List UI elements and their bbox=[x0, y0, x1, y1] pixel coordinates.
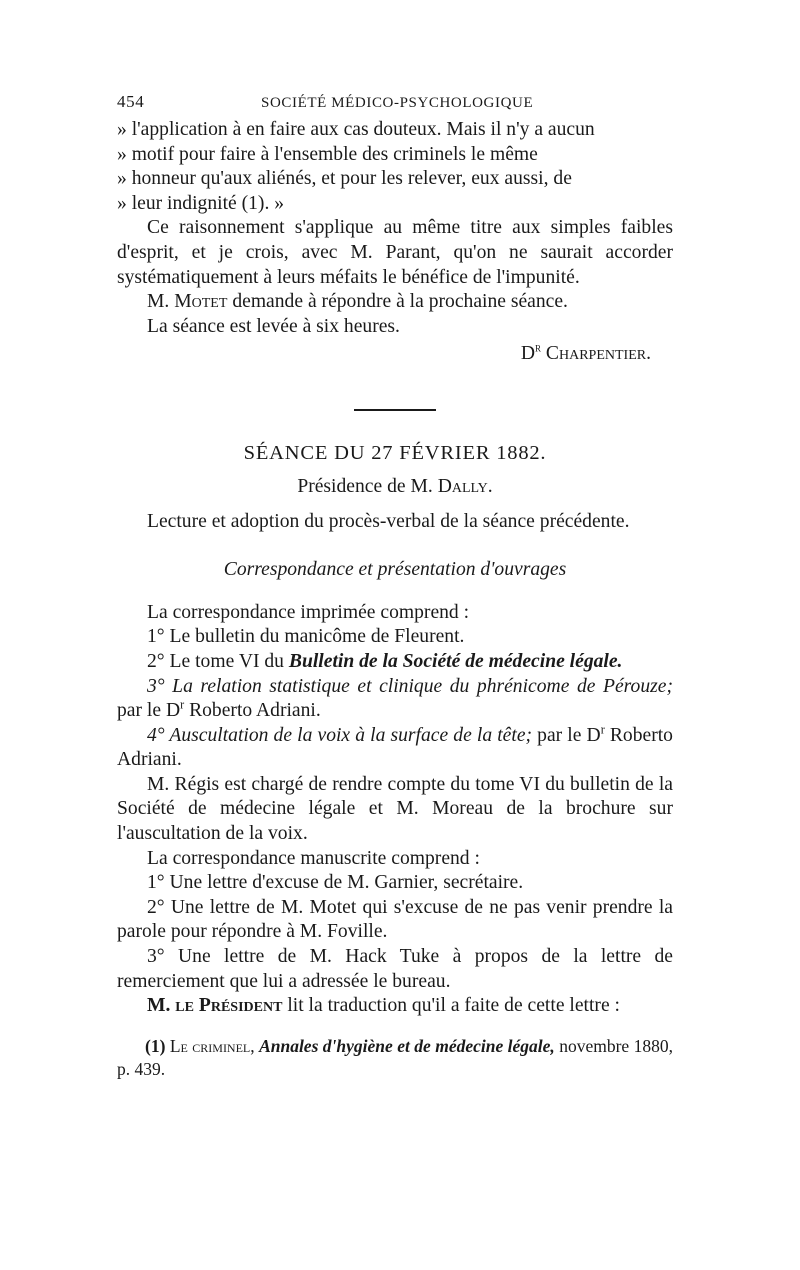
book-page bbox=[117, 90, 673, 1081]
signature-prefix: D bbox=[520, 343, 535, 365]
printed-item-2 bbox=[117, 650, 673, 675]
printed-item-4-end: par le D bbox=[537, 724, 601, 746]
printed-item-3-title: 3° La relation statistique et clinique du phrénicome de Pérouze; bbox=[147, 675, 673, 697]
section-divider bbox=[354, 409, 436, 411]
closing-paragraph: La séance est levée à six heures. bbox=[147, 315, 400, 337]
motet-text: demande à répondre à la prochaine séance. bbox=[232, 291, 568, 313]
session-title: SÉANCE DU 27 FÉVRIER 1882. bbox=[243, 441, 547, 464]
running-title: SOCIÉTÉ MÉDICO-PSYCHOLOGIQUE bbox=[261, 95, 534, 111]
quote-block bbox=[117, 118, 673, 216]
printed-item-3 bbox=[117, 675, 673, 724]
manuscript-item-2: 2° Une lettre de M. Motet qui s'excuse de ne pas venir prendre la parole pour répondre à M. Foville. bbox=[117, 896, 673, 943]
reasoning-paragraph: Ce raisonnement s'applique au même titre aux simples faibles d'esprit, et je crois, avec M. Parant, qu'on ne saurait accorder systématiquement à leurs méfaits le bénéfice de l'impunité. bbox=[117, 217, 673, 288]
page-number: 454 bbox=[117, 92, 145, 111]
footnote bbox=[117, 1035, 673, 1081]
printed-item-4 bbox=[117, 724, 673, 773]
president-paragraph bbox=[117, 994, 673, 1019]
presidence-line bbox=[117, 475, 673, 500]
footnote-mark: (1) bbox=[145, 1035, 166, 1056]
motet-name: M. Motet bbox=[147, 291, 228, 313]
manuscript-intro: La correspondance manuscrite comprend : bbox=[147, 847, 480, 869]
printed-item-1: 1° Le bulletin du manicôme de Fleurent. bbox=[147, 626, 465, 648]
signature bbox=[117, 342, 673, 367]
presidence-name: Dally. bbox=[437, 475, 493, 497]
manuscript-item-3: 3° Une lettre de M. Hack Tuke à propos de la lettre de remerciement que lui a adressée le bureau. bbox=[117, 946, 673, 992]
printed-item-4-name: Roberto Adriani. bbox=[117, 724, 673, 771]
section-heading: Correspondance et présentation d'ouvrages bbox=[223, 559, 567, 581]
quote-line: » leur indignité (1). » bbox=[117, 192, 285, 214]
president-label: M. le Président bbox=[147, 995, 283, 1017]
footnote-journal: Annales d'hygiène et de médecine légale, bbox=[259, 1035, 555, 1056]
quote-line: » l'application à en faire aux cas douteux. Mais il n'y a aucun bbox=[117, 119, 595, 140]
signature-sup: r bbox=[535, 340, 542, 355]
motet-paragraph bbox=[117, 290, 673, 315]
footnote-rest: novembre 1880, p. 439. bbox=[117, 1035, 673, 1079]
regis-paragraph: M. Régis est chargé de rendre compte du tome VI du bulletin de la Société de médecine légale et M. Moreau de la brochure sur l'auscultation de la voix. bbox=[117, 773, 673, 845]
running-header bbox=[117, 90, 673, 118]
printed-item-3-end: par le D bbox=[117, 700, 181, 722]
printed-item-4-sup: r bbox=[600, 722, 605, 737]
quote-line: » motif pour faire à l'ensemble des criminels le même bbox=[117, 143, 538, 165]
quote-line: » honneur qu'aux aliénés, et pour les relever, eux aussi, de bbox=[117, 168, 572, 190]
printed-item-3-name: Roberto Adriani. bbox=[189, 700, 321, 722]
printed-item-2-start: 2° Le tome VI du bbox=[147, 650, 284, 672]
presidence-label: Présidence de M. bbox=[297, 475, 433, 497]
printed-item-2-title: Bulletin de la Société de médecine légale. bbox=[288, 650, 623, 672]
lecture-paragraph: Lecture et adoption du procès-verbal de la séance précédente. bbox=[147, 510, 630, 532]
manuscript-item-1: 1° Une lettre d'excuse de M. Garnier, secrétaire. bbox=[147, 872, 524, 894]
printed-item-3-sup: r bbox=[180, 697, 185, 712]
signature-name: Charpentier. bbox=[545, 343, 651, 365]
printed-intro: La correspondance imprimée comprend : bbox=[147, 601, 470, 623]
footnote-author: Le criminel, bbox=[169, 1035, 255, 1056]
president-text: lit la traduction qu'il a faite de cette lettre : bbox=[287, 995, 621, 1017]
printed-item-4-title: 4° Auscultation de la voix à la surface de la tête; bbox=[147, 724, 533, 746]
